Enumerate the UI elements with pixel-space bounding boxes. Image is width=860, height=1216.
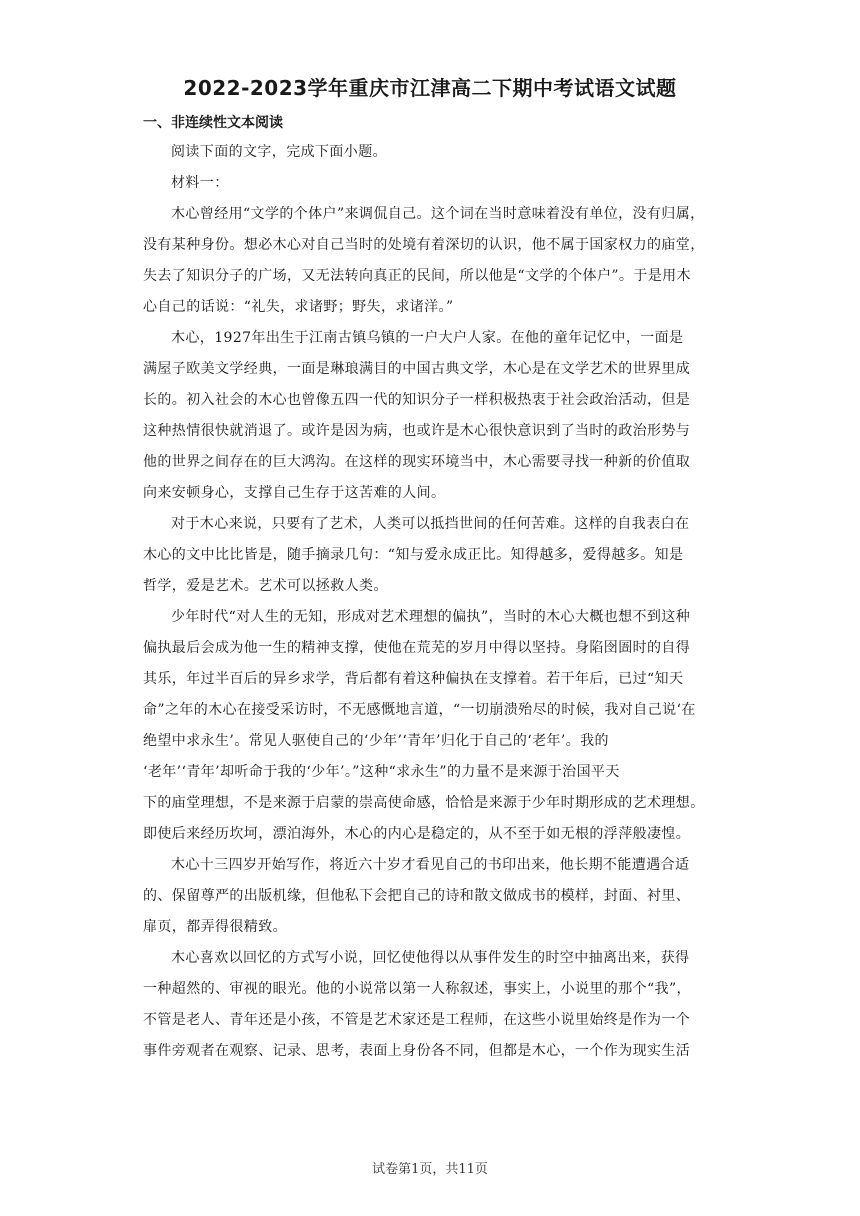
text-line: 其乐，年过半百后的异乡求学，背后都有着这种偏执在支撑着。若干年后，已过“知天 <box>143 671 684 687</box>
text-line: 向来安顿身心，支撑自己生存于这苦难的人间。 <box>143 485 446 501</box>
text-line: 心自己的话说：“礼失，求诸野；野失，求诸洋。” <box>143 299 454 315</box>
text-line: 没有某种身份。想必木心对自己当时的处境有着深切的认识，他不属于国家权力的庙堂， <box>143 237 705 253</box>
text-line: 木心，1927年出生于江南古镇乌镇的一户大户人家。在他的童年记忆中，一面是 <box>171 330 684 346</box>
text-line: 即使后来经历坎坷，漂泊海外，木心的内心是稳定的，从不至于如无根的浮萍般凄惶。 <box>143 826 691 842</box>
text-line: ‘老年’‘青年’却听命于我的‘少年’。”这种“求永生”的力量不是来源于治国平天 <box>143 764 620 780</box>
text-line: 不管是老人、青年还是小孩，不管是艺术家还是工程师，在这些小说里始终是作为一个 <box>143 1012 691 1028</box>
text-line: 一种超然的、审视的眼光。他的小说常以第一人称叙述，事实上，小说里的那个“我”， <box>143 981 691 997</box>
page-footer: 试卷第1页，共11页 <box>372 1162 488 1177</box>
text-line: 绝望中求永生’。常见人驱使自己的‘少年’‘青年’归化于自己的‘老年’。我的 <box>143 733 609 749</box>
article-body <box>143 137 717 1067</box>
text-line: 命”之年的木心在接受采访时，不无感慨地言道，“一切崩溃殆尽的时候，我对自己说‘在 <box>143 702 696 718</box>
text-line: 长的。初入社会的木心也曾像五四一代的知识分子一样积极热衷于社会政治活动，但是 <box>143 392 691 408</box>
text-line: 扉页，都弄得很精致。 <box>143 919 287 935</box>
text-line: 阅读下面的文字，完成下面小题。 <box>171 144 387 160</box>
text-line: 材料一： <box>171 175 229 191</box>
text-line: 少年时代“对人生的无知，形成对艺术理想的偏执”，当时的木心大概也想不到这种 <box>171 609 691 625</box>
text-line: 偏执最后会成为他一生的精神支撑，使他在荒芜的岁月中得以坚持。身陷囹圄时的自得 <box>143 640 691 656</box>
text-line: 对于木心来说，只要有了艺术，人类可以抵挡世间的任何苦难。这样的自我表白在 <box>171 516 690 532</box>
text-line: 事件旁观者在观察、记录、思考，表面上身份各不同，但都是木心，一个作为现实生活 <box>143 1043 691 1059</box>
text-line: 他的世界之间存在的巨大鸿沟。在这样的现实环境当中，木心需要寻找一种新的价值取 <box>143 454 691 470</box>
text-line: 木心喜欢以回忆的方式写小说，回忆使他得以从事件发生的时空中抽离出来，获得 <box>171 950 690 966</box>
document-title: 2022-2023学年重庆市江津高二下期中考试语文试题 <box>183 76 677 100</box>
text-line: 失去了知识分子的广场，又无法转向真正的民间，所以他是“文学的个体户”。于是用木 <box>143 268 691 284</box>
text-line: 这种热情很快就消退了。或许是因为病，也或许是木心很快意识到了当时的政治形势与 <box>143 423 691 439</box>
text-line: 的、保留尊严的出版机缘，但他私下会把自己的诗和散文做成书的模样，封面、衬里、 <box>143 888 691 904</box>
text-line: 木心曾经用“文学的个体户”来调侃自己。这个词在当时意味着没有单位，没有归属， <box>171 206 705 222</box>
text-line: 木心十三四岁开始写作，将近六十岁才看见自己的书印出来，他长期不能遭遇合适 <box>171 857 690 873</box>
text-line: 哲学，爱是艺术。艺术可以拯救人类。 <box>143 578 388 594</box>
text-line: 下的庙堂理想，不是来源于启蒙的崇高使命感，恰恰是来源于少年时期形成的艺术理想。 <box>143 795 705 811</box>
text-line: 满屋子欧美文学经典，一面是琳琅满目的中国古典文学，木心是在文学艺术的世界里成 <box>143 361 691 377</box>
text-line: 木心的文中比比皆是，随手摘录几句：“知与爱永成正比。知得越多，爱得越多。知是 <box>143 547 684 563</box>
section-heading: 一、非连续性文本阅读 <box>143 115 283 131</box>
